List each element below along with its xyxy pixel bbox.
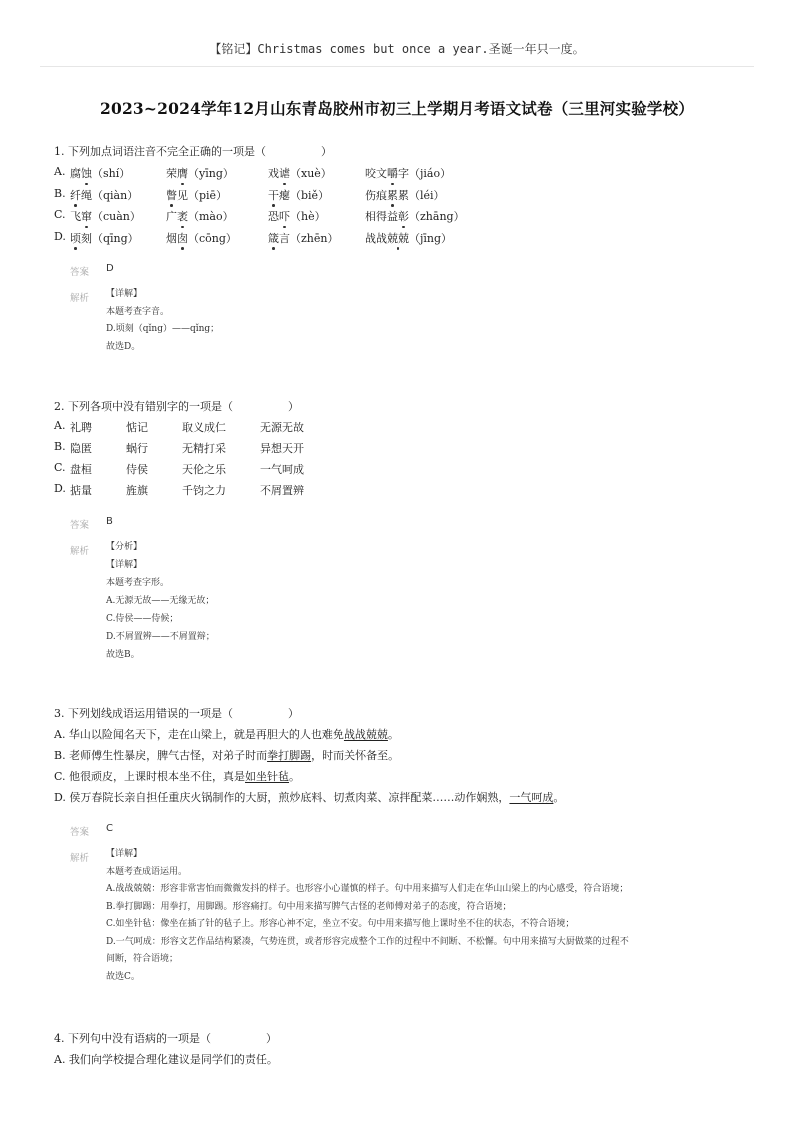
question-1-answer-label: 答案 bbox=[70, 267, 90, 278]
analysis-line: C.侍侯——侍候； bbox=[106, 614, 179, 624]
term-suffix: （yīng） bbox=[188, 167, 234, 180]
option-term: 隐匿 bbox=[70, 442, 92, 455]
option-text: C. 他很顽皮，上课时根本坐不住，真是 bbox=[54, 770, 246, 783]
option-term: 盘桓 bbox=[70, 463, 92, 476]
term-prefix: 飞 bbox=[70, 210, 81, 223]
option-term: 一气呵成 bbox=[260, 463, 304, 476]
option-term bbox=[365, 208, 465, 224]
option-text: B. 老师傅生性暴戾，脾气古怪，对弟子时而 bbox=[54, 749, 268, 762]
option-letter: A. bbox=[54, 419, 66, 432]
option-term bbox=[268, 187, 329, 203]
analysis-line: D.一气呵成：形容文艺作品结构紧凑，气势连贯，或者形容完成整个工作的过程中不间断、不松懈。句中用来描写大厨做菜的过程不 bbox=[106, 936, 629, 947]
option-letter: C. bbox=[54, 461, 66, 474]
analysis-line: 故选B。 bbox=[106, 650, 140, 660]
term-prefix: 恐 bbox=[268, 210, 279, 223]
option-text-end: 。 bbox=[289, 770, 301, 783]
question-4-option-a: A. 我们向学校提合理化建议是同学们的责任。 bbox=[54, 1053, 278, 1066]
term-suffix: 累（léi） bbox=[398, 188, 445, 202]
option-term bbox=[70, 187, 138, 203]
emphasized-char: 纤 bbox=[70, 188, 81, 202]
term-suffix: （cuàn） bbox=[92, 210, 141, 223]
option-term: 蜗行 bbox=[126, 442, 148, 455]
option-letter: D. bbox=[54, 229, 66, 243]
option-term bbox=[166, 187, 227, 203]
option-term bbox=[70, 230, 139, 246]
underlined-idiom: 拳打脚踢 bbox=[267, 749, 312, 762]
option-term bbox=[166, 208, 234, 224]
analysis-line: 【详解】 bbox=[106, 289, 143, 299]
term-suffix: （mào） bbox=[188, 210, 234, 223]
term-prefix: 伤痕 bbox=[365, 188, 387, 202]
term-prefix: 战战 bbox=[365, 231, 387, 245]
question-3-analysis-label: 解析 bbox=[70, 853, 90, 864]
emphasized-char: 累 bbox=[387, 188, 398, 202]
emphasized-char: 吓 bbox=[279, 210, 290, 223]
option-letter: D. bbox=[54, 482, 66, 495]
emphasized-char: 顷 bbox=[70, 231, 81, 245]
option-term bbox=[166, 230, 237, 246]
term-suffix: 瘪（biě） bbox=[279, 188, 330, 202]
term-suffix: 绳（qiàn） bbox=[81, 188, 139, 202]
term-suffix: 字（jiáo） bbox=[398, 167, 452, 180]
option-term: 无精打采 bbox=[182, 442, 226, 455]
question-3-answer-label: 答案 bbox=[70, 827, 90, 838]
page-title: 2023~2024学年12月山东青岛胶州市初三上学期月考语文试卷（三里河实验学校） bbox=[99, 99, 695, 118]
option-term bbox=[268, 230, 338, 246]
option-term: 取义成仁 bbox=[182, 421, 226, 434]
term-prefix: 戏 bbox=[268, 167, 279, 180]
term-suffix: 见（piē） bbox=[177, 188, 228, 202]
option-text-end: 。 bbox=[553, 791, 565, 804]
underlined-idiom: 如坐针毡 bbox=[245, 770, 290, 783]
option-text: A. 华山以险闻名天下，走在山梁上，就是再胆大的人也难免 bbox=[54, 728, 344, 741]
term-suffix: （jīng） bbox=[409, 231, 453, 245]
emphasized-char: 箴 bbox=[268, 231, 279, 245]
analysis-line: 【详解】 bbox=[106, 849, 143, 859]
option-letter: B. bbox=[54, 186, 66, 200]
emphasized-char: 谑 bbox=[279, 167, 290, 180]
analysis-line: 【详解】 bbox=[106, 560, 143, 570]
option-term: 礼聘 bbox=[70, 421, 92, 434]
term-suffix: （hè） bbox=[290, 210, 326, 223]
emphasized-char: 瞥 bbox=[166, 188, 177, 202]
analysis-line: A.无源无故——无缘无故； bbox=[106, 596, 215, 606]
analysis-line: 故选C。 bbox=[106, 971, 140, 982]
emphasized-char: 兢兢 bbox=[387, 231, 409, 245]
term-suffix: （shí） bbox=[92, 167, 131, 180]
term-prefix: 相得益 bbox=[365, 210, 398, 223]
emphasized-char: 膺 bbox=[177, 167, 188, 180]
option-term bbox=[70, 165, 130, 181]
question-3-stem: 3. 下列划线成语运用错误的一项是（ ） bbox=[54, 707, 299, 720]
option-term: 异想天开 bbox=[260, 442, 304, 455]
question-3-answer: C bbox=[106, 823, 113, 834]
emphasized-char: 袤 bbox=[177, 210, 188, 223]
term-suffix: （zhāng） bbox=[409, 210, 465, 223]
analysis-line: 故选D。 bbox=[106, 341, 141, 352]
underlined-idiom: 一气呵成 bbox=[509, 791, 554, 804]
option-term bbox=[166, 165, 234, 181]
term-suffix: 言（zhēn） bbox=[279, 231, 339, 245]
option-row bbox=[54, 789, 564, 805]
emphasized-char: 窜 bbox=[81, 210, 92, 223]
emphasized-char: 彰 bbox=[398, 210, 409, 223]
term-prefix: 烟 bbox=[166, 231, 177, 245]
emphasized-char: 囱 bbox=[177, 231, 188, 245]
emphasized-char: 干 bbox=[268, 188, 279, 202]
term-prefix: 咬文 bbox=[365, 167, 387, 180]
option-term bbox=[268, 165, 332, 181]
underlined-idiom: 战战兢兢 bbox=[343, 728, 388, 741]
emphasized-char: 蚀 bbox=[81, 167, 92, 180]
option-term bbox=[365, 230, 452, 246]
term-suffix: （xuè） bbox=[290, 167, 332, 180]
term-prefix: 荣 bbox=[166, 167, 177, 180]
analysis-line: 本题考查字形。 bbox=[106, 578, 170, 588]
option-letter: B. bbox=[54, 440, 66, 453]
question-2-analysis-label: 解析 bbox=[70, 546, 90, 557]
term-suffix: 刻（qīng） bbox=[81, 231, 139, 245]
analysis-line: C.如坐针毡：像坐在插了针的毡子上。形容心神不定，坐立不安。句中用来描写他上课时坐不住的状态，不符合语境； bbox=[106, 919, 575, 929]
option-row bbox=[54, 726, 399, 742]
option-term: 掂量 bbox=[70, 484, 92, 497]
option-term: 无源无故 bbox=[260, 421, 304, 434]
analysis-line: D.顷刻（qǐng）——qǐng； bbox=[106, 324, 220, 334]
question-2-answer: B bbox=[106, 516, 113, 527]
analysis-line: 【分析】 bbox=[106, 542, 143, 552]
option-term: 千钧之力 bbox=[182, 484, 226, 497]
option-term bbox=[268, 208, 326, 224]
option-letter: A. bbox=[54, 165, 66, 178]
term-prefix: 广 bbox=[166, 210, 177, 223]
analysis-line: A.战战兢兢：形容非常害怕而微微发抖的样子。也形容小心谨慎的样子。句中用来描写人们走在华山山梁上的内心感受，符合语境； bbox=[106, 884, 629, 894]
question-1-analysis-label: 解析 bbox=[70, 293, 90, 304]
emphasized-char: 嚼 bbox=[387, 167, 398, 180]
option-row bbox=[54, 747, 399, 763]
analysis-line: 本题考查成语运用。 bbox=[106, 866, 188, 877]
term-suffix: （cōng） bbox=[188, 231, 237, 245]
question-4-stem: 4. 下列句中没有语病的一项是（ ） bbox=[54, 1032, 277, 1045]
option-term: 侍侯 bbox=[126, 463, 148, 476]
option-letter: C. bbox=[54, 208, 66, 221]
analysis-line: B.拳打脚踢：用拳打，用脚踢。形容痛打。句中用来描写脾气古怪的老师傅对弟子的态度，符合语境； bbox=[106, 901, 512, 912]
option-term bbox=[70, 208, 141, 224]
option-term: 不屑置辨 bbox=[260, 484, 304, 497]
question-2-stem: 2. 下列各项中没有错别字的一项是（ ） bbox=[54, 400, 299, 413]
option-term bbox=[365, 165, 451, 181]
analysis-line: D.不屑置辨——不屑置辩； bbox=[106, 632, 215, 642]
option-term: 天伦之乐 bbox=[182, 463, 226, 476]
option-text-end: ，时而关怀备至。 bbox=[311, 749, 400, 762]
option-term bbox=[365, 187, 445, 203]
term-prefix: 腐 bbox=[70, 167, 81, 180]
option-term: 惦记 bbox=[126, 421, 148, 434]
option-term: 旌旗 bbox=[126, 484, 148, 497]
header-motto: 【铭记】Christmas comes but once a year.圣诞一年只一度。 bbox=[209, 42, 585, 56]
option-text: D. 侯万春院长亲自担任重庆火锅制作的大厨，煎炒底料、切煮肉菜、凉拌配菜……动作娴熟， bbox=[54, 791, 510, 804]
header-divider bbox=[40, 66, 754, 67]
question-1-answer: D bbox=[106, 263, 114, 274]
option-text-end: 。 bbox=[387, 728, 399, 741]
analysis-line: 本题考查字音。 bbox=[106, 306, 170, 317]
question-2-answer-label: 答案 bbox=[70, 520, 90, 531]
question-1-stem: 1. 下列加点词语注音不完全正确的一项是（ ） bbox=[54, 145, 332, 158]
option-row bbox=[54, 768, 300, 784]
analysis-line: 间断，符合语境； bbox=[106, 954, 179, 964]
